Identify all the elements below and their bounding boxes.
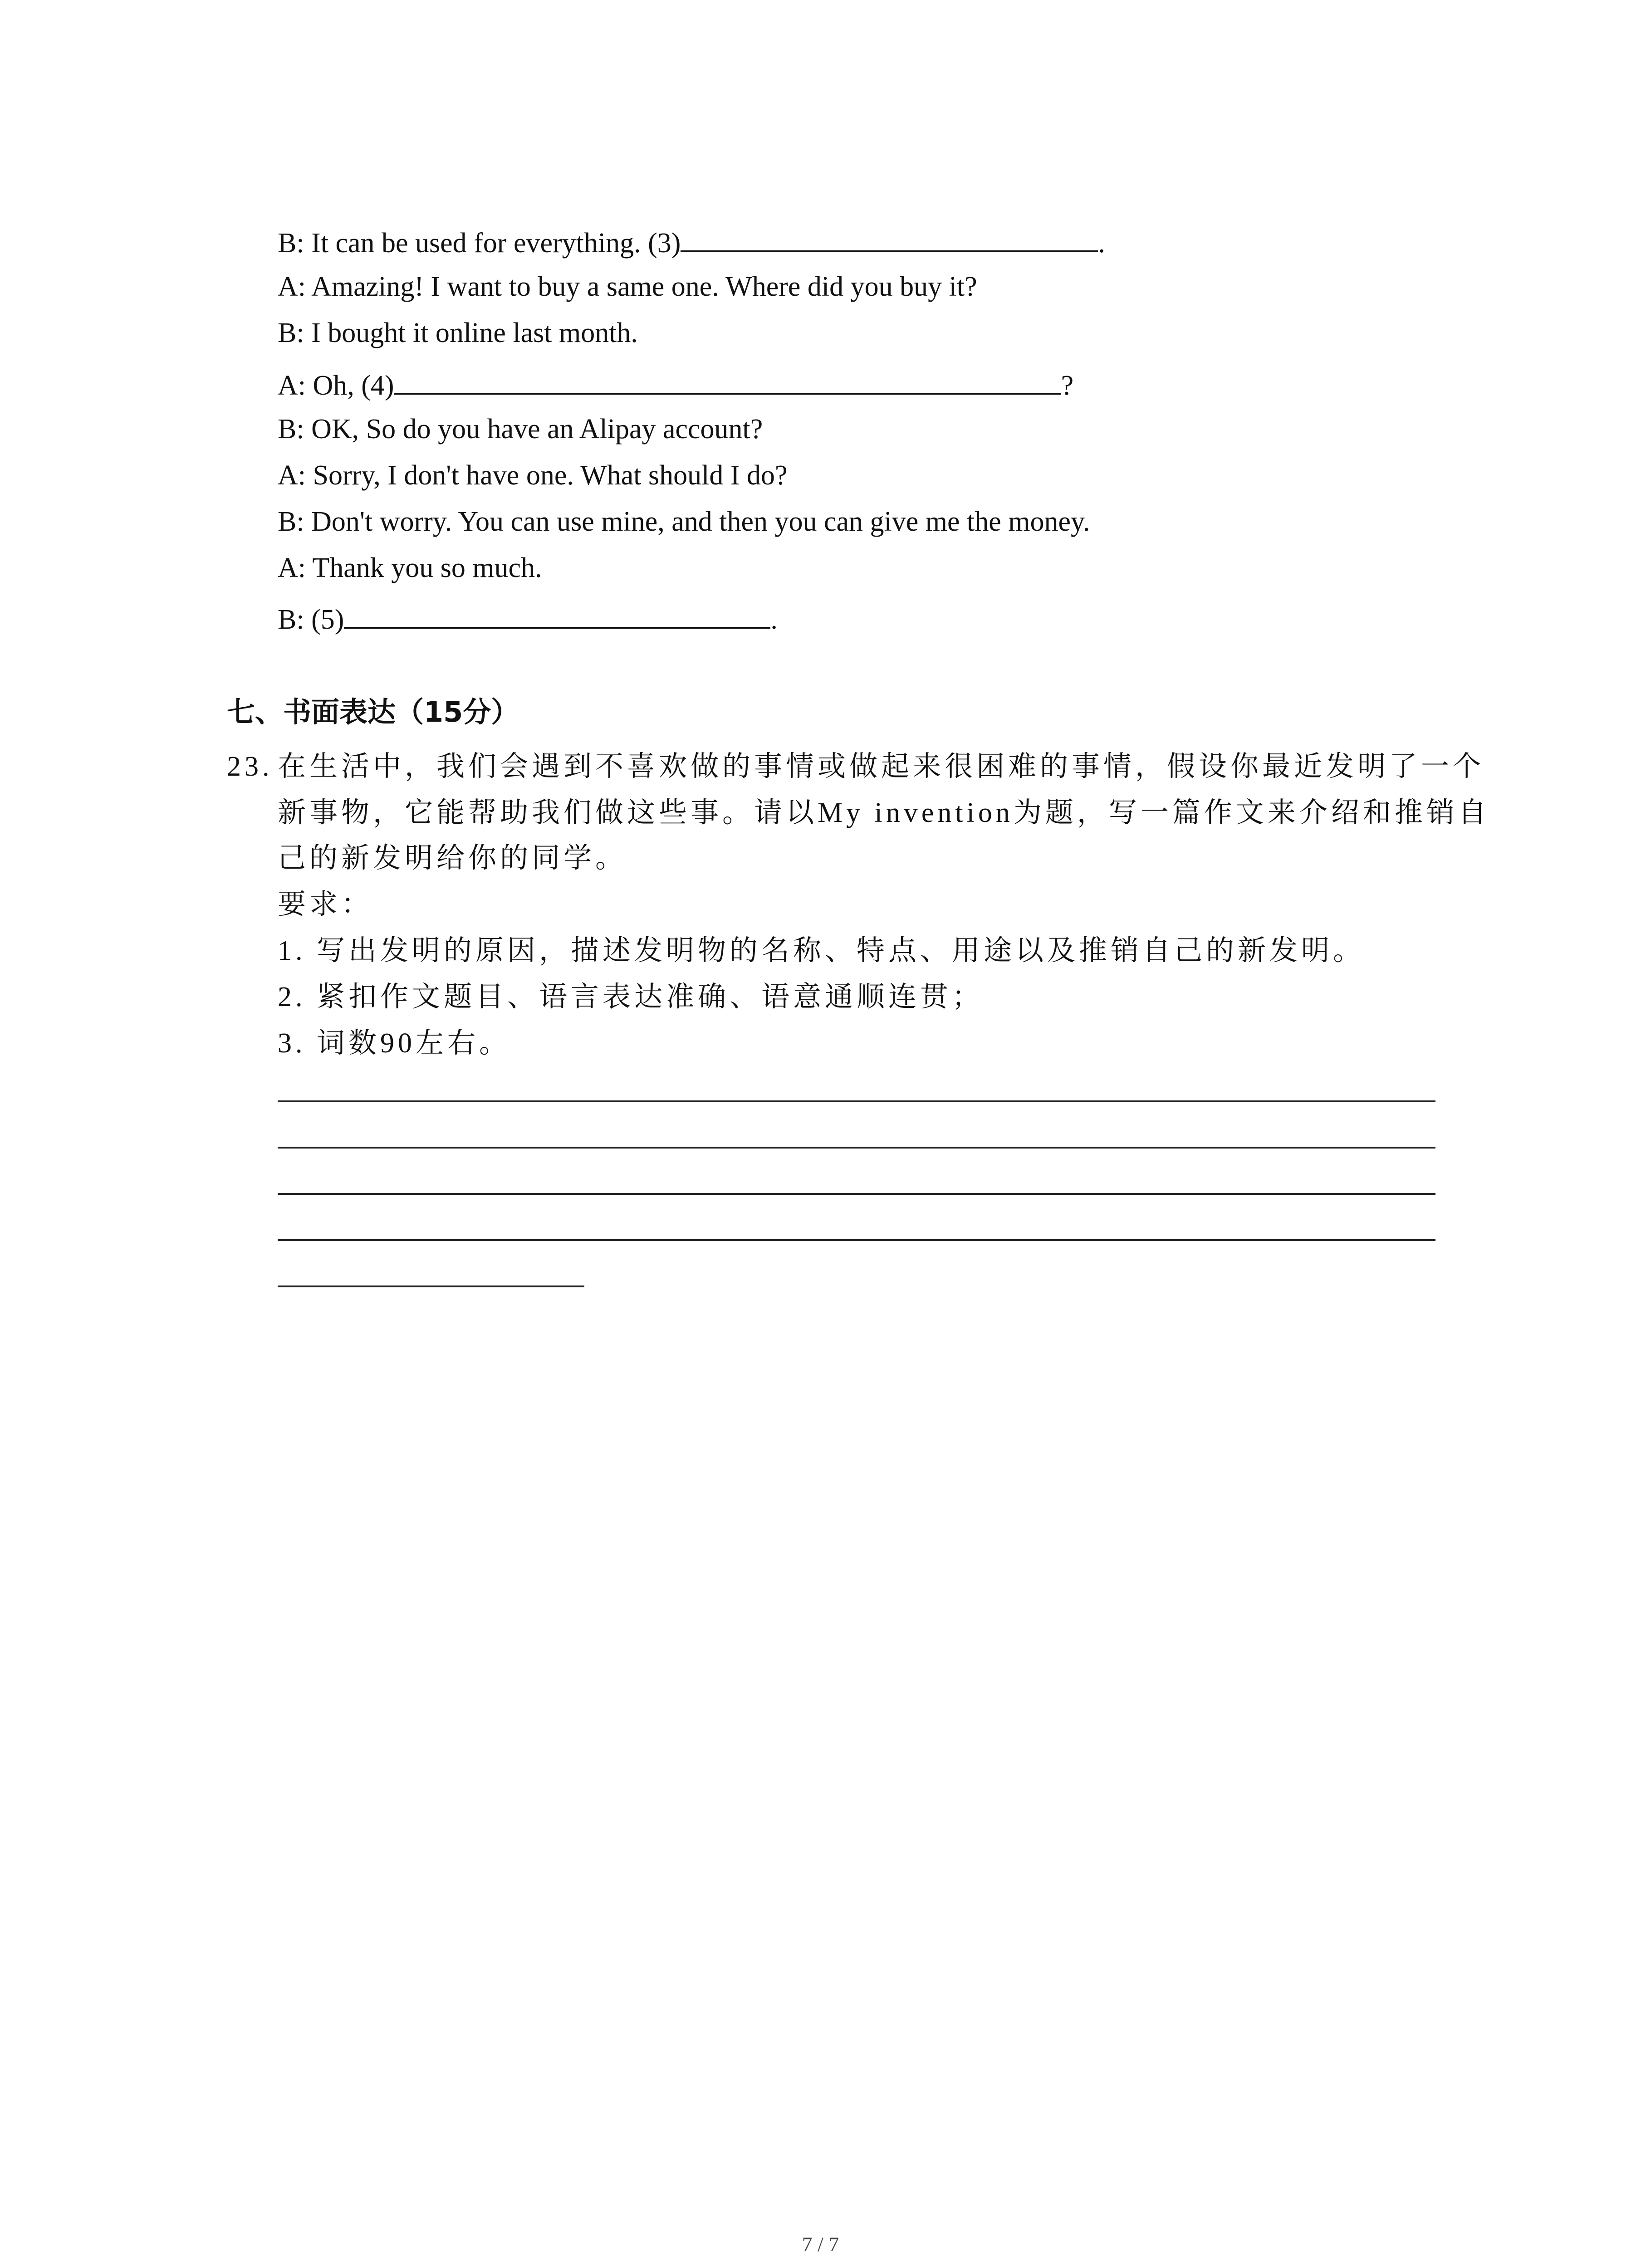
dialogue-text: B: It can be used for everything. (3) (278, 228, 681, 259)
dialogue-line-8: A: Thank you so much. (278, 552, 542, 583)
dialogue-punct: . (770, 604, 778, 635)
requirements-label: 要求： (278, 889, 373, 920)
prompt-line-2: 新事物，它能帮助我们做这些事。请以My invention为题，写一篇作文来介绍和推销自 (278, 797, 1490, 828)
dialogue-text: A: Oh, (4) (278, 370, 394, 401)
writing-line[interactable] (278, 1193, 1435, 1195)
writing-line[interactable] (278, 1100, 1435, 1102)
writing-line[interactable] (278, 1286, 584, 1287)
requirement-1: 1. 写出发明的原因，描述发明物的名称、特点、用途以及推销自己的新发明。 (278, 935, 1365, 966)
dialogue-line-1 (278, 223, 1105, 261)
prompt-line-3: 己的新发明给你的同学。 (278, 843, 627, 874)
question-number: 23. (227, 751, 273, 782)
section-title: 七、书面表达（15分） (227, 695, 519, 728)
writing-line[interactable] (278, 1147, 1435, 1149)
dialogue-line-3: B: I bought it online last month. (278, 318, 638, 348)
dialogue-text: B: (5) (278, 604, 344, 635)
writing-line[interactable] (278, 1239, 1435, 1241)
dialogue-line-2: A: Amazing! I want to buy a same one. Where did you buy it? (278, 271, 977, 302)
answer-blank-4[interactable] (394, 366, 1061, 395)
dialogue-line-6: A: Sorry, I don't have one. What should I do? (278, 460, 788, 491)
dialogue-line-5: B: OK, So do you have an Alipay account? (278, 414, 763, 445)
answer-blank-5[interactable] (344, 600, 770, 629)
dialogue-line-7: B: Don't worry. You can use mine, and then you can give me the money. (278, 506, 1090, 537)
dialogue-punct: . (1098, 228, 1105, 259)
requirement-3: 3. 词数90左右。 (278, 1028, 511, 1059)
dialogue-line-9 (278, 600, 778, 638)
requirement-2: 2. 紧扣作文题目、语言表达准确、语意通顺连贯； (278, 982, 984, 1012)
answer-blank-3[interactable] (681, 223, 1098, 252)
page-number: 7 / 7 (802, 2233, 839, 2256)
prompt-line-1: 在生活中，我们会遇到不喜欢做的事情或做起来很困难的事情，假设你最近发明了一个 (278, 751, 1485, 782)
dialogue-punct: ? (1061, 370, 1074, 401)
dialogue-line-4 (278, 366, 1073, 404)
